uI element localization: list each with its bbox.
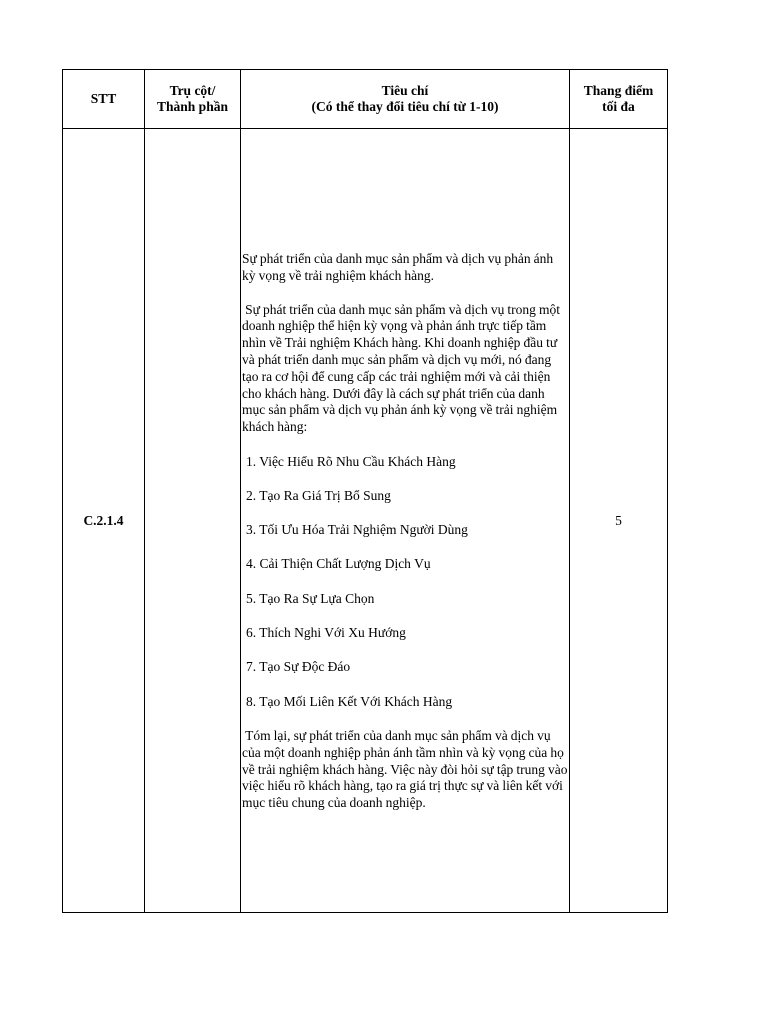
table-row: [63, 129, 668, 913]
header-stt-label: STT: [90, 91, 117, 106]
criteria-list-item: 6. Thích Nghi Với Xu Hướng: [246, 625, 406, 641]
max-score-cell: [570, 129, 668, 913]
criteria-list: [242, 454, 568, 711]
criteria-cell: [241, 129, 570, 913]
criteria-list-item: 5. Tạo Ra Sự Lựa Chọn: [246, 590, 375, 606]
header-pillar-line1: Trụ cột/: [169, 83, 216, 98]
criteria-body: [241, 251, 569, 812]
header-pillar-line2: Thành phần: [157, 99, 228, 114]
max-score-value: 5: [615, 512, 622, 528]
header-max-score: [570, 70, 668, 129]
criteria-summary: Tóm lại, sự phát triển của danh mục sản phẩm và dịch vụ của một doanh nghiệp phản ánh tầm nhìn và kỳ vọng của họ về trải nghiệm khách hàng. Việc này đòi hỏi sự tập trung vào việc hiểu rõ khách hàng, tạo ra giá trị thực sự và liên kết với mục tiêu chung của doanh nghiệp.: [242, 727, 571, 811]
header-criteria-line2: (Có thể thay đổi tiêu chí từ 1-10): [311, 99, 499, 114]
header-criteria-line1: Tiêu chí: [381, 83, 429, 98]
criteria-title: Sự phát triển của danh mục sản phẩm và dịch vụ phản ánh kỳ vọng về trải nghiệm khách hàng.: [242, 251, 557, 283]
header-stt: [63, 70, 145, 129]
header-max-score-line2: tối đa: [602, 99, 635, 114]
criteria-table: [62, 69, 668, 913]
criteria-list-item: 8. Tạo Mối Liên Kết Với Khách Hàng: [246, 693, 453, 709]
criteria-list-item: 7. Tạo Sự Độc Đáo: [246, 659, 351, 675]
stt-cell: [63, 129, 145, 913]
criteria-list-item: 1. Việc Hiểu Rõ Nhu Cầu Khách Hàng: [246, 453, 456, 469]
pillar-cell: [145, 129, 241, 913]
header-max-score-line1: Thang điểm: [583, 83, 654, 98]
stt-value: C.2.1.4: [83, 512, 124, 528]
criteria-list-item: 4. Cải Thiện Chất Lượng Dịch Vụ: [246, 556, 431, 572]
table-header-row: [63, 70, 668, 129]
header-pillar: [145, 70, 241, 129]
criteria-intro: Sự phát triển của danh mục sản phẩm và dịch vụ trong một doanh nghiệp thể hiện kỳ vọng và phản ánh trực tiếp tầm nhìn về Trải nghiệm Khách hàng. Khi doanh nghiệp đầu tư và phát triển danh mục sản phẩm và dịch vụ mới, nó đang tạo ra cơ hội để cung cấp các trải nghiệm mới và cải thiện cho khách hàng. Dưới đây là cách sự phát triển của danh mục sản phẩm và dịch vụ phản ánh kỳ vọng về trải nghiệm khách hàng:: [242, 301, 564, 435]
header-criteria: [241, 70, 570, 129]
criteria-list-item: 3. Tối Ưu Hóa Trải Nghiệm Người Dùng: [246, 522, 468, 538]
criteria-list-item: 2. Tạo Ra Giá Trị Bổ Sung: [246, 487, 391, 503]
